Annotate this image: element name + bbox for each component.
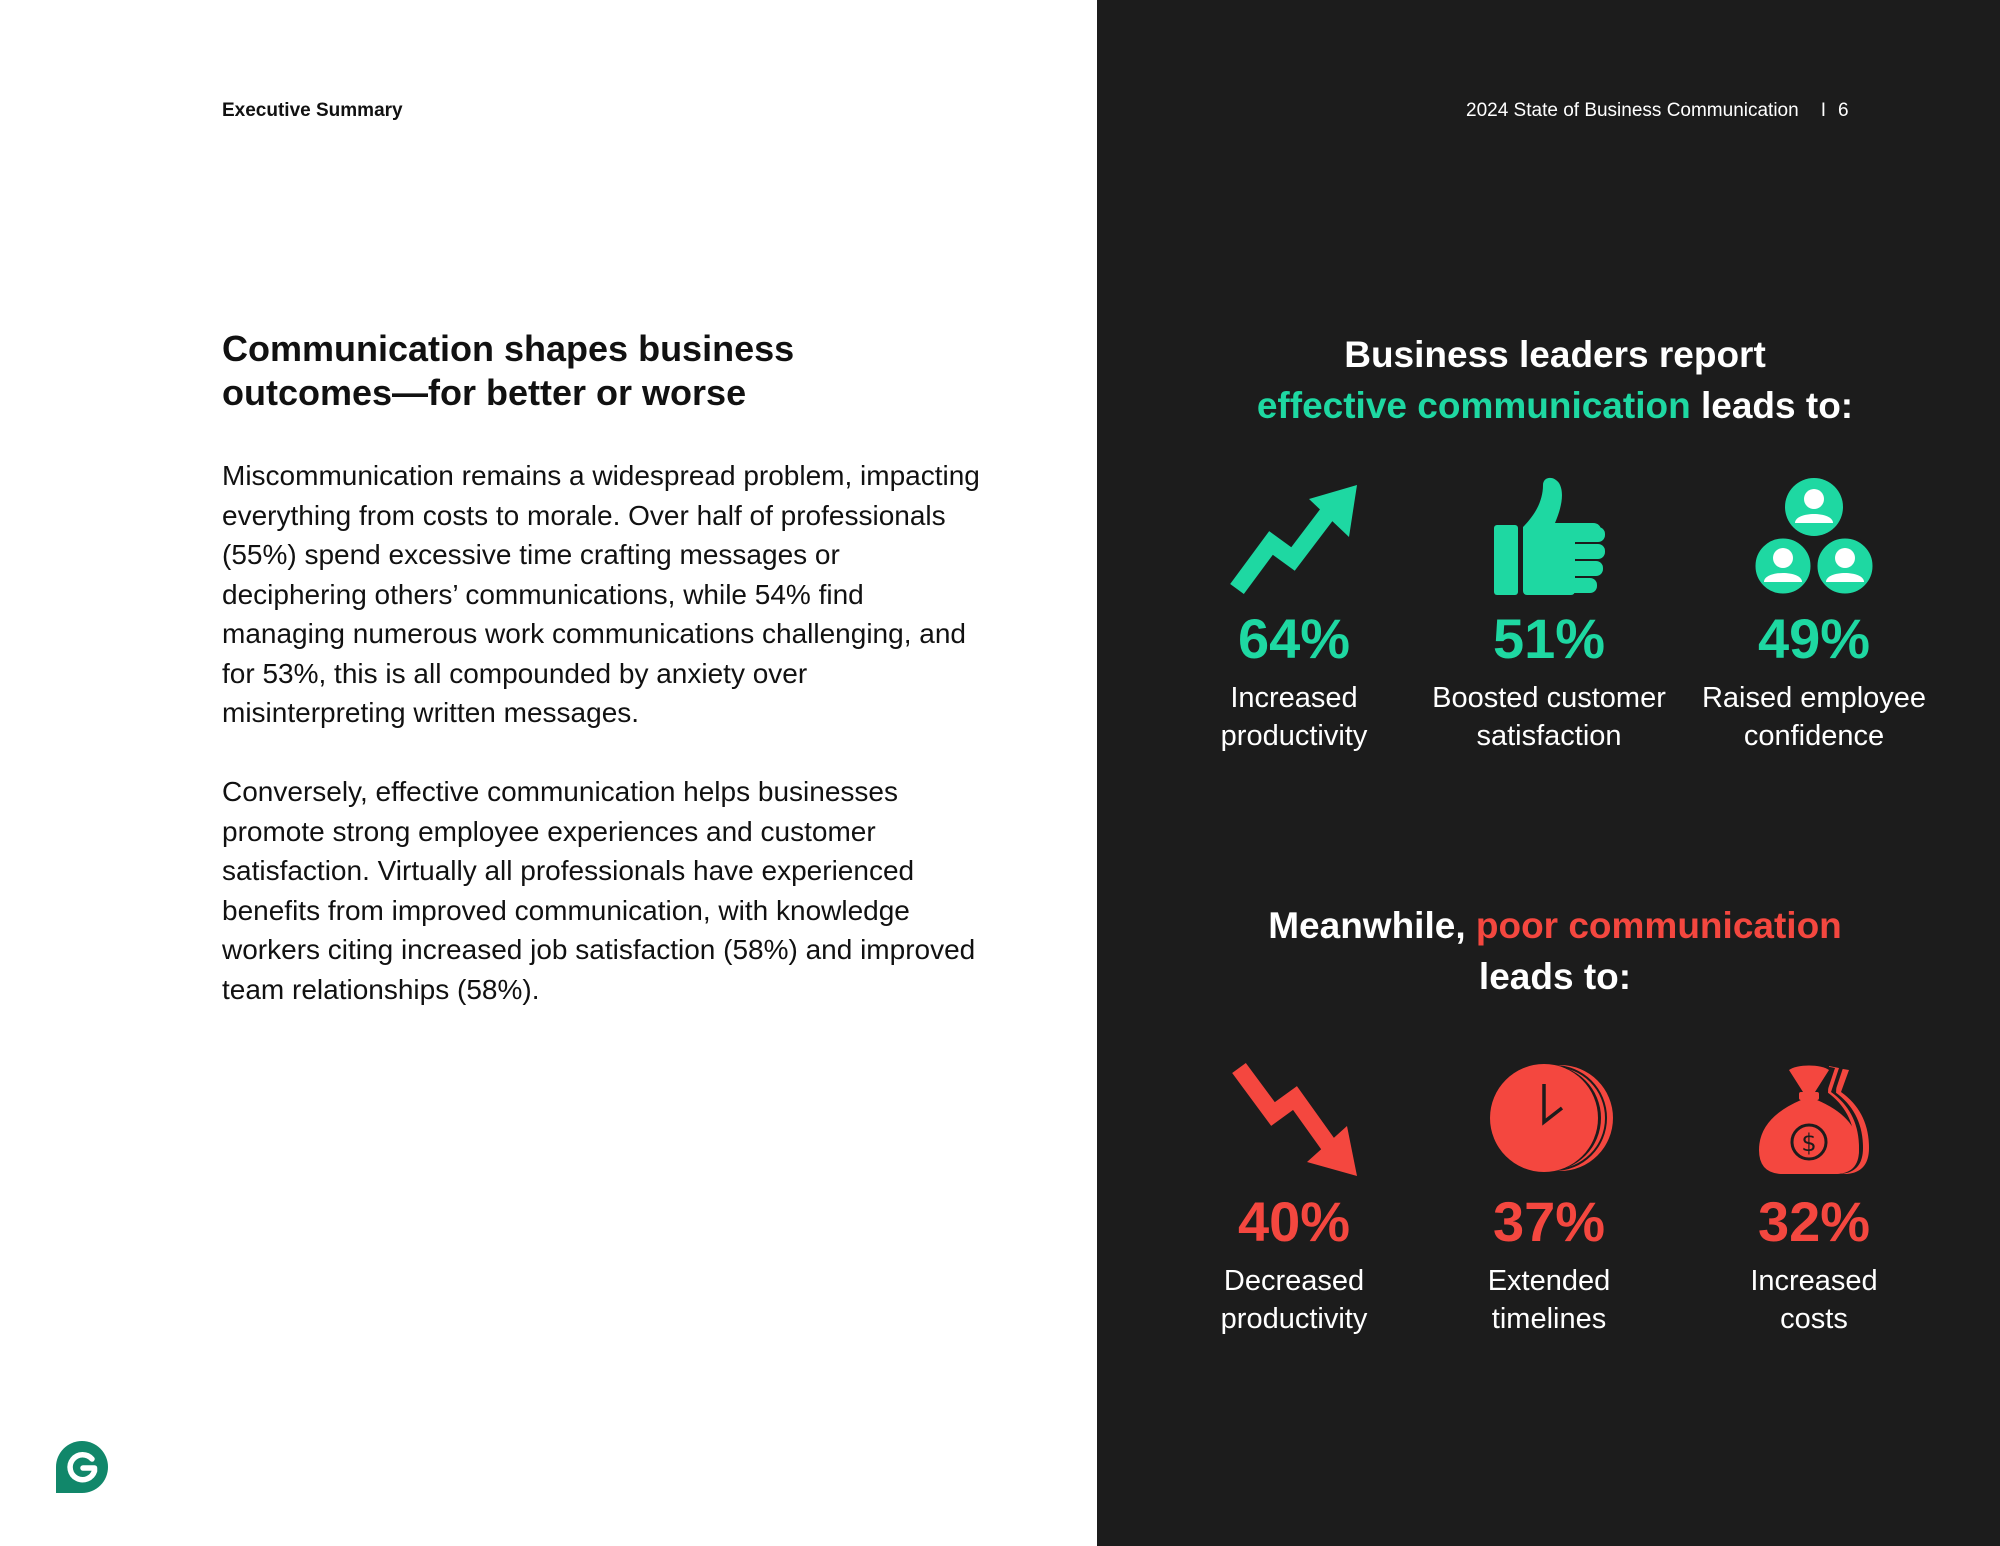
stat-value: 51% [1492,607,1606,670]
stat-decreased-productivity [1174,1060,1414,1338]
grammarly-logo-icon [54,1439,110,1495]
effective-communication-heading [1110,329,2000,431]
heading-line-2: leads to: [1478,956,1632,997]
stat-value: 49% [1757,607,1871,670]
stat-label: Increased productivity [1220,682,1368,752]
stat-value: 64% [1237,607,1351,670]
heading-line-1: Business leaders report [1344,334,1766,375]
body-paragraph-1: Miscommunication remains a widespread problem, impacting everything from costs to morale. Over half of professionals (55%) spend excessive time crafting messages or deciphering others’ communications, while 54% find managing numerous work communications challenging, and for 53%, this is all compounded by anxiety over misinterpreting written messages. [222,460,980,728]
poor-communication-heading [1110,900,2000,1002]
stat-label: Decreased productivity [1220,1265,1368,1335]
heading-start: Meanwhile, [1268,905,1476,946]
trend-down-arrow-icon [1229,1060,1359,1180]
stat-raised-employee-confidence [1694,477,1934,755]
stat-increased-costs [1694,1060,1934,1338]
heading-highlight: poor communication [1475,905,1842,946]
stat-label: Boosted customer satisfaction [1432,682,1666,752]
trend-up-arrow-icon [1229,477,1359,597]
stat-label: Increased costs [1750,1265,1878,1335]
stat-extended-timelines [1429,1060,1669,1338]
heading-tail: leads to: [1690,385,1854,426]
page-header-right [1466,100,1849,122]
stat-label: Raised employee confidence [1701,682,1927,752]
money-bag-icon [1749,1060,1879,1180]
stat-boosted-customer-satisfaction [1429,477,1669,755]
stat-label: Extended timelines [1487,1265,1611,1335]
thumbs-up-icon [1489,477,1609,597]
stat-increased-productivity [1174,477,1414,755]
people-group-icon [1749,477,1879,597]
page-title: Communication shapes business outcomes—for better or worse [222,328,795,413]
report-title: 2024 State of Business Communication [1466,100,1799,121]
stat-value: 37% [1492,1190,1606,1253]
svg-text:$: $ [1801,1129,1817,1157]
stat-value: 32% [1757,1190,1871,1253]
clock-coins-icon [1484,1060,1614,1180]
page-number: 6 [1837,100,1849,121]
section-label: Executive Summary [222,100,403,121]
header-separator: I [1820,100,1826,121]
stat-value: 40% [1237,1190,1351,1253]
body-paragraph-2: Conversely, effective communication helps businesses promote strong employee experiences and customer satisfaction. Virtually all professionals have experienced benefits from improved communication, with knowledge workers citing increased job satisfaction (58%) and improved team relationships (58%). [222,776,976,1005]
heading-highlight: effective communication [1256,385,1691,426]
